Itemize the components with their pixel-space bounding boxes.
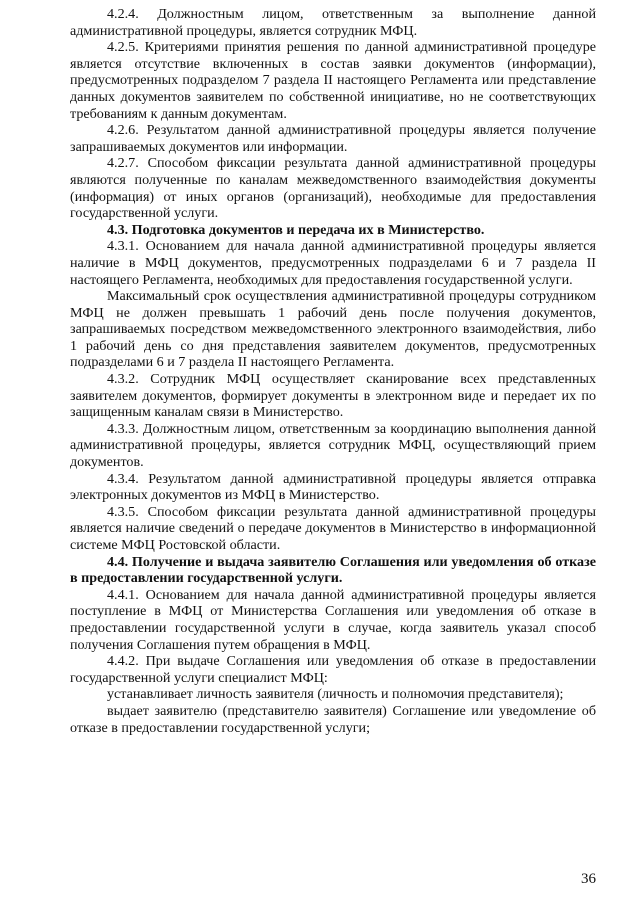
section-heading-4-3: 4.3. Подготовка документов и передача их в Министерство. [107, 221, 485, 238]
paragraph-issue-agreement: выдает заявителю (представителю заявителя) Соглашение или уведомление об отказе в предоставлении государственной услуги; [70, 702, 596, 736]
paragraph-4-4-2: 4.4.2. При выдаче Соглашения или уведомления об отказе в предоставлении государственной услуги специалист МФЦ: [70, 653, 596, 686]
paragraph-4-4-1: 4.4.1. Основанием для начала данной административной процедуры является поступление в МФЦ от Министерства Соглашения или уведомления об отказе в предоставлении государственной услуги в случае, когда заявитель указал способ получения Соглашения путем обращения в МФЦ. [70, 586, 596, 653]
paragraph-4-3-5: 4.3.5. Способом фиксации результата данной административной процедуры является наличие сведений о передаче документов в Министерство в информационной системе МФЦ Ростовской области. [70, 503, 596, 553]
document-body [70, 6, 596, 736]
paragraph-4-3-3: 4.3.3. Должностным лицом, ответственным за координацию выполнения данной административной процедуры, является сотрудник МФЦ, осуществляющий прием документов. [70, 420, 596, 471]
paragraph-4-2-5: 4.2.5. Критериями принятия решения по данной административной процедуре является отсутствие включенных в состав заявки документов (информации), предусмотренных подразделом 7 раздела II настоящего Регламента или представление данных документов заявителем по собственной инициативе, но не соответствующих требованиям к данным документам. [70, 39, 596, 122]
paragraph-4-2-7: 4.2.7. Способом фиксации результата данной административной процедуры являются полученные по каналам межведомственного взаимодействия документы (информация) от иных органов (организаций), необходимые для предоставления государственной услуги. [70, 155, 596, 222]
page-number: 36 [581, 871, 596, 887]
paragraph-max-term: Максимальный срок осуществления административной процедуры сотрудником МФЦ не должен превышать 1 рабочий день после получения документов, запрашиваемых посредством межведомственного электронного взаимодействия, либо 1 рабочий день со дня представления заявителем документов, предусмотренных подразделами 6 и 7 раздела II настоящего Регламента. [70, 288, 596, 371]
paragraph-4-2-4: 4.2.4. Должностным лицом, ответственным за выполнение данной административной процедуры, является сотрудник МФЦ. [70, 6, 596, 39]
section-heading-4-4: 4.4. Получение и выдача заявителю Соглашения или уведомления об отказе в предоставлении государственной услуги. [70, 553, 596, 587]
paragraph-4-3-4: 4.3.4. Результатом данной административной процедуры является отправка электронных документов из МФЦ в Министерство. [70, 470, 596, 504]
paragraph-4-3-2: 4.3.2. Сотрудник МФЦ осуществляет сканирование всех представленных заявителем документов, формирует документы в электронном виде и передает их по защищенным каналам связи в Министерство. [70, 371, 596, 421]
paragraph-4-3-1: 4.3.1. Основанием для начала данной административной процедуры является наличие в МФЦ документов, предусмотренных подразделами 6 и 7 раздела II настоящего Регламента, необходимых для предоставления государственной услуги. [70, 238, 596, 288]
paragraph-4-2-6: 4.2.6. Результатом данной административной процедуры является получение запрашиваемых документов или информации. [70, 122, 596, 155]
paragraph-verify-identity: устанавливает личность заявителя (личность и полномочия представителя); [107, 686, 564, 703]
